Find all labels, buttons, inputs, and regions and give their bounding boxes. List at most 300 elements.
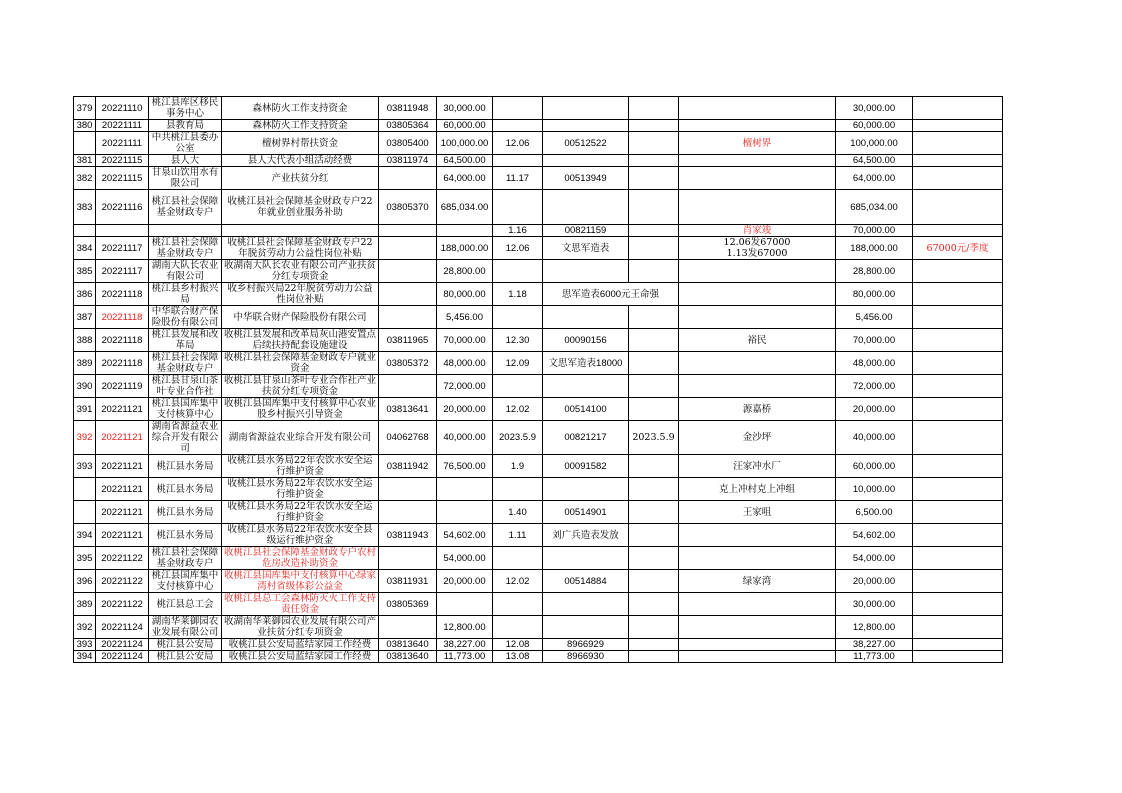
voucher-code-cell: 03805364 [379,120,437,132]
purpose-cell [222,225,379,237]
paid-amount-cell: 40,000.00 [836,421,913,455]
recipient-cell [679,283,836,306]
pay-voucher-cell: 00090156 [543,329,629,352]
date-cell: 20221118 [96,329,149,352]
paid-amount-cell: 188,000.00 [836,237,913,260]
pay-voucher-cell: 00512522 [543,132,629,155]
payer-unit-cell: 桃江县发展和改革局 [149,329,222,352]
amount-cell: 38,227.00 [437,639,493,651]
table-row [74,352,1003,375]
pay-date-cell [493,593,543,616]
date-cell: 20221121 [96,455,149,478]
amount-cell: 100,000.00 [437,132,493,155]
recipient-cell: 克上冲村克上冲组 [679,478,836,501]
amount-cell: 5,456.00 [437,306,493,329]
recipient-line: 1.13发67000 [726,248,788,259]
date-cell [96,225,149,237]
paid-amount-cell: 5,456.00 [836,306,913,329]
payer-unit-cell: 县人大 [149,155,222,167]
row-number: 379 [74,97,96,120]
purpose-cell: 收桃江县公安局蓝结家园工作经费 [222,639,379,651]
pay-voucher-cell: 8966929 [543,639,629,651]
pay-date-cell [493,120,543,132]
voucher-code-cell: 03805370 [379,190,437,225]
pay-voucher-cell: 00091582 [543,455,629,478]
recipient-cell [679,306,836,329]
recipient-cell: 绿家湾 [679,570,836,593]
pay-voucher-cell [543,120,629,132]
second-date-cell [629,651,679,663]
row-number: 380 [74,120,96,132]
purpose-cell: 中华联合财产保险股份有限公司 [222,306,379,329]
purpose-cell: 收桃江县社会保障基金财政专户22年就业创业服务补助 [222,190,379,225]
table-row [74,398,1003,421]
date-cell: 20221122 [96,570,149,593]
voucher-code-cell: 03805400 [379,132,437,155]
pay-voucher-cell: 文思军造表18000 [543,352,629,375]
table-row [74,421,1003,455]
recipient-cell [679,190,836,225]
pay-voucher-cell [543,190,629,225]
remark-cell [913,329,1003,352]
recipient-cell [679,97,836,120]
amount-cell: 54,000.00 [437,547,493,570]
purpose-cell: 收桃江县水务局22年农饮水安全运行维护资金 [222,455,379,478]
purpose-cell: 收湖南大队长农业有限公司产业扶贫分红专项资金 [222,260,379,283]
date-cell: 20221124 [96,616,149,639]
amount-cell: 12,800.00 [437,616,493,639]
date-cell: 20221124 [96,639,149,651]
purpose-cell: 收湖南华莱御园农业发展有限公司产业扶贫分红专项资金 [222,616,379,639]
recipient-cell [679,651,836,663]
date-cell: 20221111 [96,132,149,155]
second-date-cell [629,237,679,260]
table-row [74,167,1003,190]
second-date-cell [629,132,679,155]
recipient-cell [679,616,836,639]
recipient-cell [679,260,836,283]
remark-cell [913,225,1003,237]
second-date-cell [629,120,679,132]
pay-date-cell: 13.08 [493,651,543,663]
second-date-cell [629,570,679,593]
pay-date-cell [493,260,543,283]
date-cell: 20221122 [96,547,149,570]
date-cell: 20221115 [96,167,149,190]
pay-voucher-cell: 思军造表6000元王命强 [543,283,679,306]
purpose-cell: 产业扶贫分红 [222,167,379,190]
amount-cell: 48,000.00 [437,352,493,375]
date-cell: 20221121 [96,398,149,421]
recipient-cell [679,639,836,651]
row-number: 387 [74,306,96,329]
pay-date-cell: 12.30 [493,329,543,352]
remark-cell [913,167,1003,190]
voucher-code-cell: 03811965 [379,329,437,352]
payer-unit-cell: 桃江县社会保障基金财政专户 [149,352,222,375]
row-number: 384 [74,237,96,260]
table-row [74,225,1003,237]
paid-amount-cell: 54,602.00 [836,524,913,547]
remark-cell [913,97,1003,120]
recipient-cell [679,120,836,132]
table-row [74,260,1003,283]
voucher-code-cell: 03811942 [379,455,437,478]
pay-voucher-cell: 00514901 [543,501,629,524]
remark-cell [913,593,1003,616]
amount-cell: 64,500.00 [437,155,493,167]
paid-amount-cell: 20,000.00 [836,570,913,593]
second-date-cell [629,593,679,616]
row-number: 392 [74,421,96,455]
payer-unit-cell: 桃江县总工会 [149,593,222,616]
table-row [74,593,1003,616]
amount-cell [437,593,493,616]
remark-cell [913,639,1003,651]
pay-date-cell: 11.17 [493,167,543,190]
pay-voucher-cell: 00821159 [543,225,629,237]
payer-unit-cell: 桃江县水务局 [149,524,222,547]
ledger-body [74,97,1003,663]
table-row [74,97,1003,120]
payer-unit-cell: 桃江县社会保障基金财政专户 [149,237,222,260]
voucher-code-cell [379,167,437,190]
table-row [74,120,1003,132]
pay-date-cell: 12.08 [493,639,543,651]
paid-amount-cell: 12,800.00 [836,616,913,639]
pay-date-cell: 12.09 [493,352,543,375]
pay-voucher-cell [543,155,629,167]
row-number: 392 [74,616,96,639]
row-number: 396 [74,570,96,593]
pay-date-cell [493,375,543,398]
payer-unit-cell: 甘泉山饮用水有限公司 [149,167,222,190]
remark-cell [913,524,1003,547]
second-date-cell [629,260,679,283]
remark-cell [913,306,1003,329]
paid-amount-cell: 60,000.00 [836,455,913,478]
payer-unit-cell: 桃江县公安局 [149,639,222,651]
amount-cell: 80,000.00 [437,283,493,306]
voucher-code-cell [379,375,437,398]
pay-date-cell: 12.02 [493,398,543,421]
recipient-cell [679,547,836,570]
pay-voucher-cell: 00821217 [543,421,629,455]
date-cell: 20221118 [96,283,149,306]
remark-cell [913,120,1003,132]
pay-voucher-cell [543,547,629,570]
purpose-cell: 县人大代表小组活动经费 [222,155,379,167]
date-cell: 20221117 [96,260,149,283]
amount-cell: 60,000.00 [437,120,493,132]
date-cell: 20221119 [96,375,149,398]
amount-cell [437,225,493,237]
remark-cell [913,398,1003,421]
payer-unit-cell: 桃江县水务局 [149,478,222,501]
row-number: 393 [74,455,96,478]
amount-cell: 20,000.00 [437,570,493,593]
paid-amount-cell: 48,000.00 [836,352,913,375]
voucher-code-cell [379,478,437,501]
row-number: 388 [74,329,96,352]
table-row [74,132,1003,155]
table-row [74,155,1003,167]
amount-cell: 20,000.00 [437,398,493,421]
payer-unit-cell: 湖南省源益农业综合开发有限公司 [149,421,222,455]
paid-amount-cell: 20,000.00 [836,398,913,421]
purpose-cell: 檀树界村帮扶资金 [222,132,379,155]
pay-date-cell: 1.9 [493,455,543,478]
voucher-code-cell [379,306,437,329]
voucher-code-cell [379,225,437,237]
voucher-code-cell: 03811931 [379,570,437,593]
voucher-code-cell [379,237,437,260]
payer-unit-cell: 桃江县国库集中支付核算中心 [149,570,222,593]
recipient-cell: 肖家竣 [679,225,836,237]
pay-date-cell: 1.16 [493,225,543,237]
table-row [74,570,1003,593]
amount-cell: 188,000.00 [437,237,493,260]
table-row [74,455,1003,478]
pay-date-cell [493,306,543,329]
paid-amount-cell: 70,000.00 [836,225,913,237]
table-row [74,237,1003,260]
second-date-cell [629,329,679,352]
paid-amount-cell: 38,227.00 [836,639,913,651]
recipient-cell [679,237,836,260]
table-row [74,306,1003,329]
paid-amount-cell: 64,500.00 [836,155,913,167]
recipient-cell [679,352,836,375]
payer-unit-cell: 中共桃江县委办公室 [149,132,222,155]
second-date-cell [629,375,679,398]
second-date-cell: 2023.5.9 [629,421,679,455]
payer-unit-cell: 桃江县甘泉山茶叶专业合作社 [149,375,222,398]
pay-voucher-cell [543,97,629,120]
remark-cell [913,501,1003,524]
pay-date-cell: 1.11 [493,524,543,547]
remark-cell [913,375,1003,398]
voucher-code-cell [379,616,437,639]
date-cell: 20221118 [96,306,149,329]
purpose-cell: 收乡村振兴局22年脱贫劳动力公益性岗位补贴 [222,283,379,306]
table-row [74,651,1003,663]
table-row [74,547,1003,570]
amount-cell [437,478,493,501]
paid-amount-cell: 30,000.00 [836,593,913,616]
pay-voucher-cell: 刘广兵造表发放 [543,524,629,547]
voucher-code-cell [379,501,437,524]
pay-date-cell [493,155,543,167]
remark-cell [913,478,1003,501]
amount-cell: 72,000.00 [437,375,493,398]
payer-unit-cell: 湖南华莱御园农业发展有限公司 [149,616,222,639]
date-cell: 20221121 [96,478,149,501]
table-row [74,329,1003,352]
recipient-cell: 汪家冲水厂 [679,455,836,478]
second-date-cell [629,190,679,225]
remark-cell [913,132,1003,155]
voucher-code-cell [379,260,437,283]
paid-amount-cell: 100,000.00 [836,132,913,155]
payer-unit-cell: 中华联合财产保险股份有限公司 [149,306,222,329]
purpose-cell: 森林防火工作支持资金 [222,120,379,132]
purpose-cell: 收桃江县甘泉山茶叶专业合作社产业扶贫分红专项资金 [222,375,379,398]
row-number: 386 [74,283,96,306]
payer-unit-cell: 桃江县公安局 [149,651,222,663]
recipient-cell: 裕民 [679,329,836,352]
date-cell: 20221118 [96,352,149,375]
amount-cell [437,501,493,524]
pay-voucher-cell: 00514884 [543,570,629,593]
purpose-cell: 收桃江县社会保障基金财政专户22年脱贫劳动力公益性岗位补贴 [222,237,379,260]
table-row [74,283,1003,306]
table-row [74,639,1003,651]
date-cell: 20221115 [96,155,149,167]
second-date-cell [629,616,679,639]
table-row [74,501,1003,524]
payer-unit-cell: 桃江县水务局 [149,455,222,478]
table-row [74,478,1003,501]
row-number [74,132,96,155]
purpose-cell: 收桃江县发展和改革局灰山港安置点后续扶持配套设施建设 [222,329,379,352]
row-number: 394 [74,524,96,547]
date-cell: 20221121 [96,501,149,524]
second-date-cell [629,501,679,524]
pay-date-cell: 1.40 [493,501,543,524]
amount-cell: 70,000.00 [437,329,493,352]
second-date-cell [629,225,679,237]
table-row [74,190,1003,225]
table-row [74,524,1003,547]
pay-voucher-cell [543,375,629,398]
voucher-code-cell: 03811943 [379,524,437,547]
voucher-code-cell: 04062768 [379,421,437,455]
second-date-cell [629,306,679,329]
pay-voucher-cell [543,260,629,283]
row-number: 394 [74,651,96,663]
pay-date-cell: 12.06 [493,237,543,260]
amount-cell: 28,800.00 [437,260,493,283]
row-number: 393 [74,639,96,651]
second-date-cell [629,455,679,478]
pay-voucher-cell: 文思军造表 [543,237,629,260]
paid-amount-cell: 60,000.00 [836,120,913,132]
table-row [74,375,1003,398]
purpose-cell: 收桃江县总工会森林防灭火工作支持责任资金 [222,593,379,616]
payer-unit-cell: 桃江县库区移民事务中心 [149,97,222,120]
second-date-cell [629,398,679,421]
amount-cell: 64,000.00 [437,167,493,190]
amount-cell: 685,034.00 [437,190,493,225]
voucher-code-cell: 03813640 [379,651,437,663]
purpose-cell: 收桃江县水务局22年农饮水安全运行维护资金 [222,478,379,501]
remark-cell [913,421,1003,455]
row-number [74,478,96,501]
row-number: 395 [74,547,96,570]
second-date-cell [629,524,679,547]
paid-amount-cell: 685,034.00 [836,190,913,225]
pay-voucher-cell: 8966930 [543,651,629,663]
row-number: 389 [74,352,96,375]
paid-amount-cell: 28,800.00 [836,260,913,283]
purpose-cell: 收桃江县水务局22年农饮水安全县级运行维护资金 [222,524,379,547]
row-number: 383 [74,190,96,225]
row-number: 389 [74,593,96,616]
recipient-cell: 檀树界 [679,132,836,155]
pay-voucher-cell [543,616,629,639]
pay-voucher-cell: 00513949 [543,167,629,190]
paid-amount-cell: 80,000.00 [836,283,913,306]
payer-unit-cell: 桃江县水务局 [149,501,222,524]
remark-cell: 67000元/季度 [913,237,1003,260]
pay-date-cell [493,478,543,501]
date-cell: 20221116 [96,190,149,225]
second-date-cell [629,639,679,651]
purpose-cell: 湖南省源益农业综合开发有限公司 [222,421,379,455]
remark-cell [913,570,1003,593]
row-number: 382 [74,167,96,190]
paid-amount-cell: 64,000.00 [836,167,913,190]
recipient-cell: 王家咀 [679,501,836,524]
date-cell: 20221121 [96,421,149,455]
voucher-code-cell [379,283,437,306]
row-number [74,501,96,524]
pay-voucher-cell [543,593,629,616]
purpose-cell: 森林防火工作支持资金 [222,97,379,120]
voucher-code-cell: 03805369 [379,593,437,616]
second-date-cell [629,97,679,120]
amount-cell: 76,500.00 [437,455,493,478]
recipient-cell: 源嘉桥 [679,398,836,421]
second-date-cell [629,167,679,190]
pay-date-cell: 2023.5.9 [493,421,543,455]
row-number [74,225,96,237]
purpose-cell: 收桃江县社会保障基金财政专户农村危房改造补助资金 [222,547,379,570]
voucher-code-cell: 03805372 [379,352,437,375]
row-number: 390 [74,375,96,398]
paid-amount-cell: 11,773.00 [836,651,913,663]
payer-unit-cell [149,225,222,237]
date-cell: 20221124 [96,651,149,663]
row-number: 381 [74,155,96,167]
second-date-cell [629,155,679,167]
remark-cell [913,616,1003,639]
payer-unit-cell: 桃江县乡村振兴局 [149,283,222,306]
pay-date-cell [493,547,543,570]
paid-amount-cell: 30,000.00 [836,97,913,120]
paid-amount-cell: 54,000.00 [836,547,913,570]
amount-cell: 30,000.00 [437,97,493,120]
pay-date-cell: 12.02 [493,570,543,593]
pay-date-cell: 1.18 [493,283,543,306]
recipient-cell: 金沙坪 [679,421,836,455]
date-cell: 20221110 [96,97,149,120]
second-date-cell [629,547,679,570]
purpose-cell: 收桃江县水务局22年农饮水安全运行维护资金 [222,501,379,524]
recipient-cell [679,167,836,190]
date-cell: 20221122 [96,593,149,616]
pay-voucher-cell [543,478,629,501]
remark-cell [913,352,1003,375]
pay-date-cell [493,190,543,225]
remark-cell [913,155,1003,167]
purpose-cell: 收桃江县国库集中支付核算中心绿家湾村省级体彩公益金 [222,570,379,593]
recipient-cell [679,593,836,616]
remark-cell [913,455,1003,478]
voucher-code-cell: 03811974 [379,155,437,167]
voucher-code-cell [379,547,437,570]
